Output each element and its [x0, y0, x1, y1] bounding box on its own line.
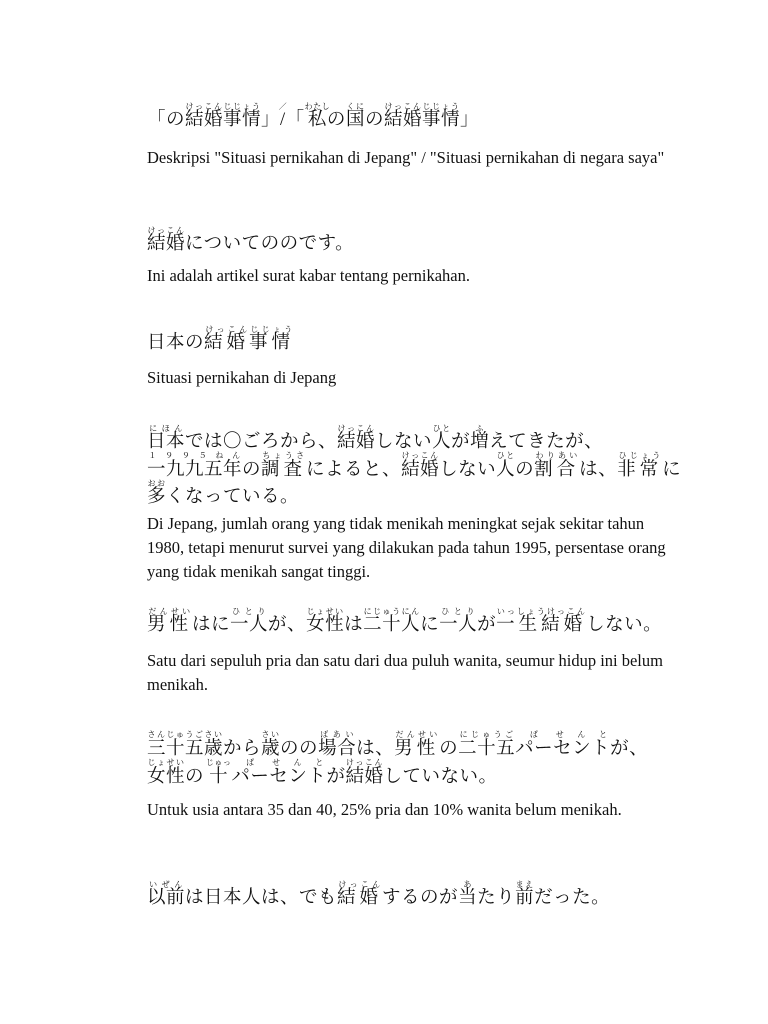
text-fragment: によると、 [306, 460, 402, 480]
ruby-sanjuugo: 三十五歳さんじゅうごさい [147, 730, 224, 759]
section5-line2 [147, 758, 498, 787]
ruby-sento: セントせ ん と [269, 758, 327, 787]
ruby-baai: 場合ばあい [318, 730, 357, 759]
text-fragment: するのが [382, 888, 459, 908]
section2-translation: Situasi pernikahan di Jepang [147, 368, 337, 387]
text-fragment: は、 [356, 739, 395, 759]
ruby-kuni: 国くに [345, 102, 365, 130]
text-fragment: しない [439, 460, 497, 480]
text-fragment: に [662, 460, 682, 480]
text-fragment: では〇ごろから、 [185, 432, 338, 452]
text-fragment: していない。 [383, 767, 498, 787]
section2-japanese [147, 325, 294, 353]
ruby-sai: 歳さい [261, 730, 281, 759]
text-fragment: 日本の [147, 333, 205, 353]
ruby-dansei: 男性だんせい [147, 607, 193, 635]
text-fragment: のの [280, 739, 319, 759]
section1-translation: Ini adalah artikel surat kabar tentang pernikahan. [147, 266, 470, 285]
ruby-isshou-kekkon: 一生結婚いっしょうけっこん [496, 607, 587, 635]
text-fragment: の [364, 110, 384, 130]
ruby-kekkon: 結婚けっこん [147, 226, 186, 254]
ruby-mae: 前まえ [515, 880, 535, 908]
text-fragment: の [515, 460, 535, 480]
section5-line1 [147, 730, 648, 759]
ruby-sento: セントせ ん と [553, 730, 611, 759]
ruby-a: 当あ [458, 880, 478, 908]
ruby-kekkon: 結婚けっこん [337, 424, 376, 452]
section3-line2 [147, 451, 681, 480]
section4-translation: Satu dari sepuluh pria dan satu dari dua puluh wanita, seumur hidup ini belum menikah. [147, 651, 663, 694]
ruby-dansei: 男性だんせい [394, 730, 440, 759]
text-fragment: は日本人は、でも [185, 888, 338, 908]
section1-japanese [147, 226, 354, 254]
section3-translation: Di Jepang, jumlah orang yang tidak menikah meningkat sejak sekitar tahun 1980, tetapi menurut survei yang dilakukan pada tahun 1995, persentase orang yang tidak menikah sangat tinggi. [147, 514, 666, 581]
ruby-watashi: 私わたし [304, 102, 331, 130]
ruby-josei: 女性じょせい [147, 758, 186, 787]
section5-translation: Untuk usia antara 35 dan 40, 25% pria dan 10% wanita belum menikah. [147, 800, 622, 819]
ruby-hito: 人ひと [496, 451, 516, 480]
ruby-nijuunin: 二十人にじゅうにん [363, 607, 421, 635]
ruby-kekkon: 結婚けっこん [401, 451, 440, 480]
text-fragment: から [223, 739, 262, 759]
text-fragment: が、 [268, 615, 307, 635]
text-fragment: しない [375, 432, 433, 452]
text-fragment: だった。 [534, 888, 611, 908]
text-fragment: の [185, 767, 210, 787]
text-fragment: 「の [147, 110, 186, 130]
ruby-pa: パーぱ [231, 758, 270, 787]
text-fragment: が、 [610, 739, 649, 759]
ruby-oo: 多おお [147, 479, 167, 507]
section3-line1 [147, 424, 603, 452]
text-fragment: 」 [459, 110, 479, 130]
ruby-hitori-2: 一人ひとり [439, 607, 478, 635]
text-fragment: えてきたが、 [489, 432, 604, 452]
ruby-hito: 人ひと [432, 424, 452, 452]
text-fragment: は、 [579, 460, 618, 480]
text-fragment: くなっている。 [166, 487, 300, 507]
ruby-kekkon-jijou: 結婚事情けっこんじじょう [204, 325, 295, 353]
text-fragment: の [242, 460, 262, 480]
ruby-nijuugo: 二十五にじゅうご [458, 730, 516, 759]
section6-japanese [147, 880, 610, 908]
text-fragment: が [451, 432, 471, 452]
text-fragment: は [344, 615, 364, 635]
ruby-wariai: 割合わりあい [534, 451, 580, 480]
text-fragment: が [477, 615, 497, 635]
text-fragment: たり [477, 888, 516, 908]
ruby-year: 一九九五年１ ９ ９ ５ ね ん [147, 451, 243, 480]
ruby-fu: 増ふ [470, 424, 490, 452]
ruby-josei: 女性じょせい [306, 607, 345, 635]
ruby-juu: 十じゅっ [205, 758, 232, 787]
ruby-slash: 」/「／ [261, 102, 305, 130]
text-fragment: についてののです。 [185, 234, 355, 254]
ruby-kekkon-jijou: 結婚事情けっこんじじょう [185, 102, 262, 130]
text-fragment: の [439, 739, 459, 759]
ruby-kekkon: 結婚けっこん [345, 758, 384, 787]
ruby-hijou: 非常ひじょう [617, 451, 663, 480]
text-fragment: はに [192, 615, 231, 635]
ruby-hitori: 一人ひとり [230, 607, 269, 635]
ruby-kekkon: 結婚けっこん [337, 880, 383, 908]
text-fragment: に [420, 615, 440, 635]
ruby-chousa: 調査ちょうさ [261, 451, 307, 480]
ruby-nihon: 日本にほん [147, 424, 186, 452]
text-fragment: が [326, 767, 346, 787]
section4-japanese [147, 607, 662, 635]
title-japanese [147, 102, 479, 130]
text-fragment: の [326, 110, 346, 130]
text-fragment: しない。 [586, 615, 663, 635]
title-translation: Deskripsi "Situasi pernikahan di Jepang" / "Situasi pernikahan di negara saya" [147, 148, 665, 167]
section3-line3 [147, 479, 299, 507]
ruby-pa: パーぱ [515, 730, 554, 759]
ruby-kekkon-jijou-2: 結婚事情けっこんじじょう [383, 102, 460, 130]
ruby-izen: 以前いぜん [147, 880, 186, 908]
